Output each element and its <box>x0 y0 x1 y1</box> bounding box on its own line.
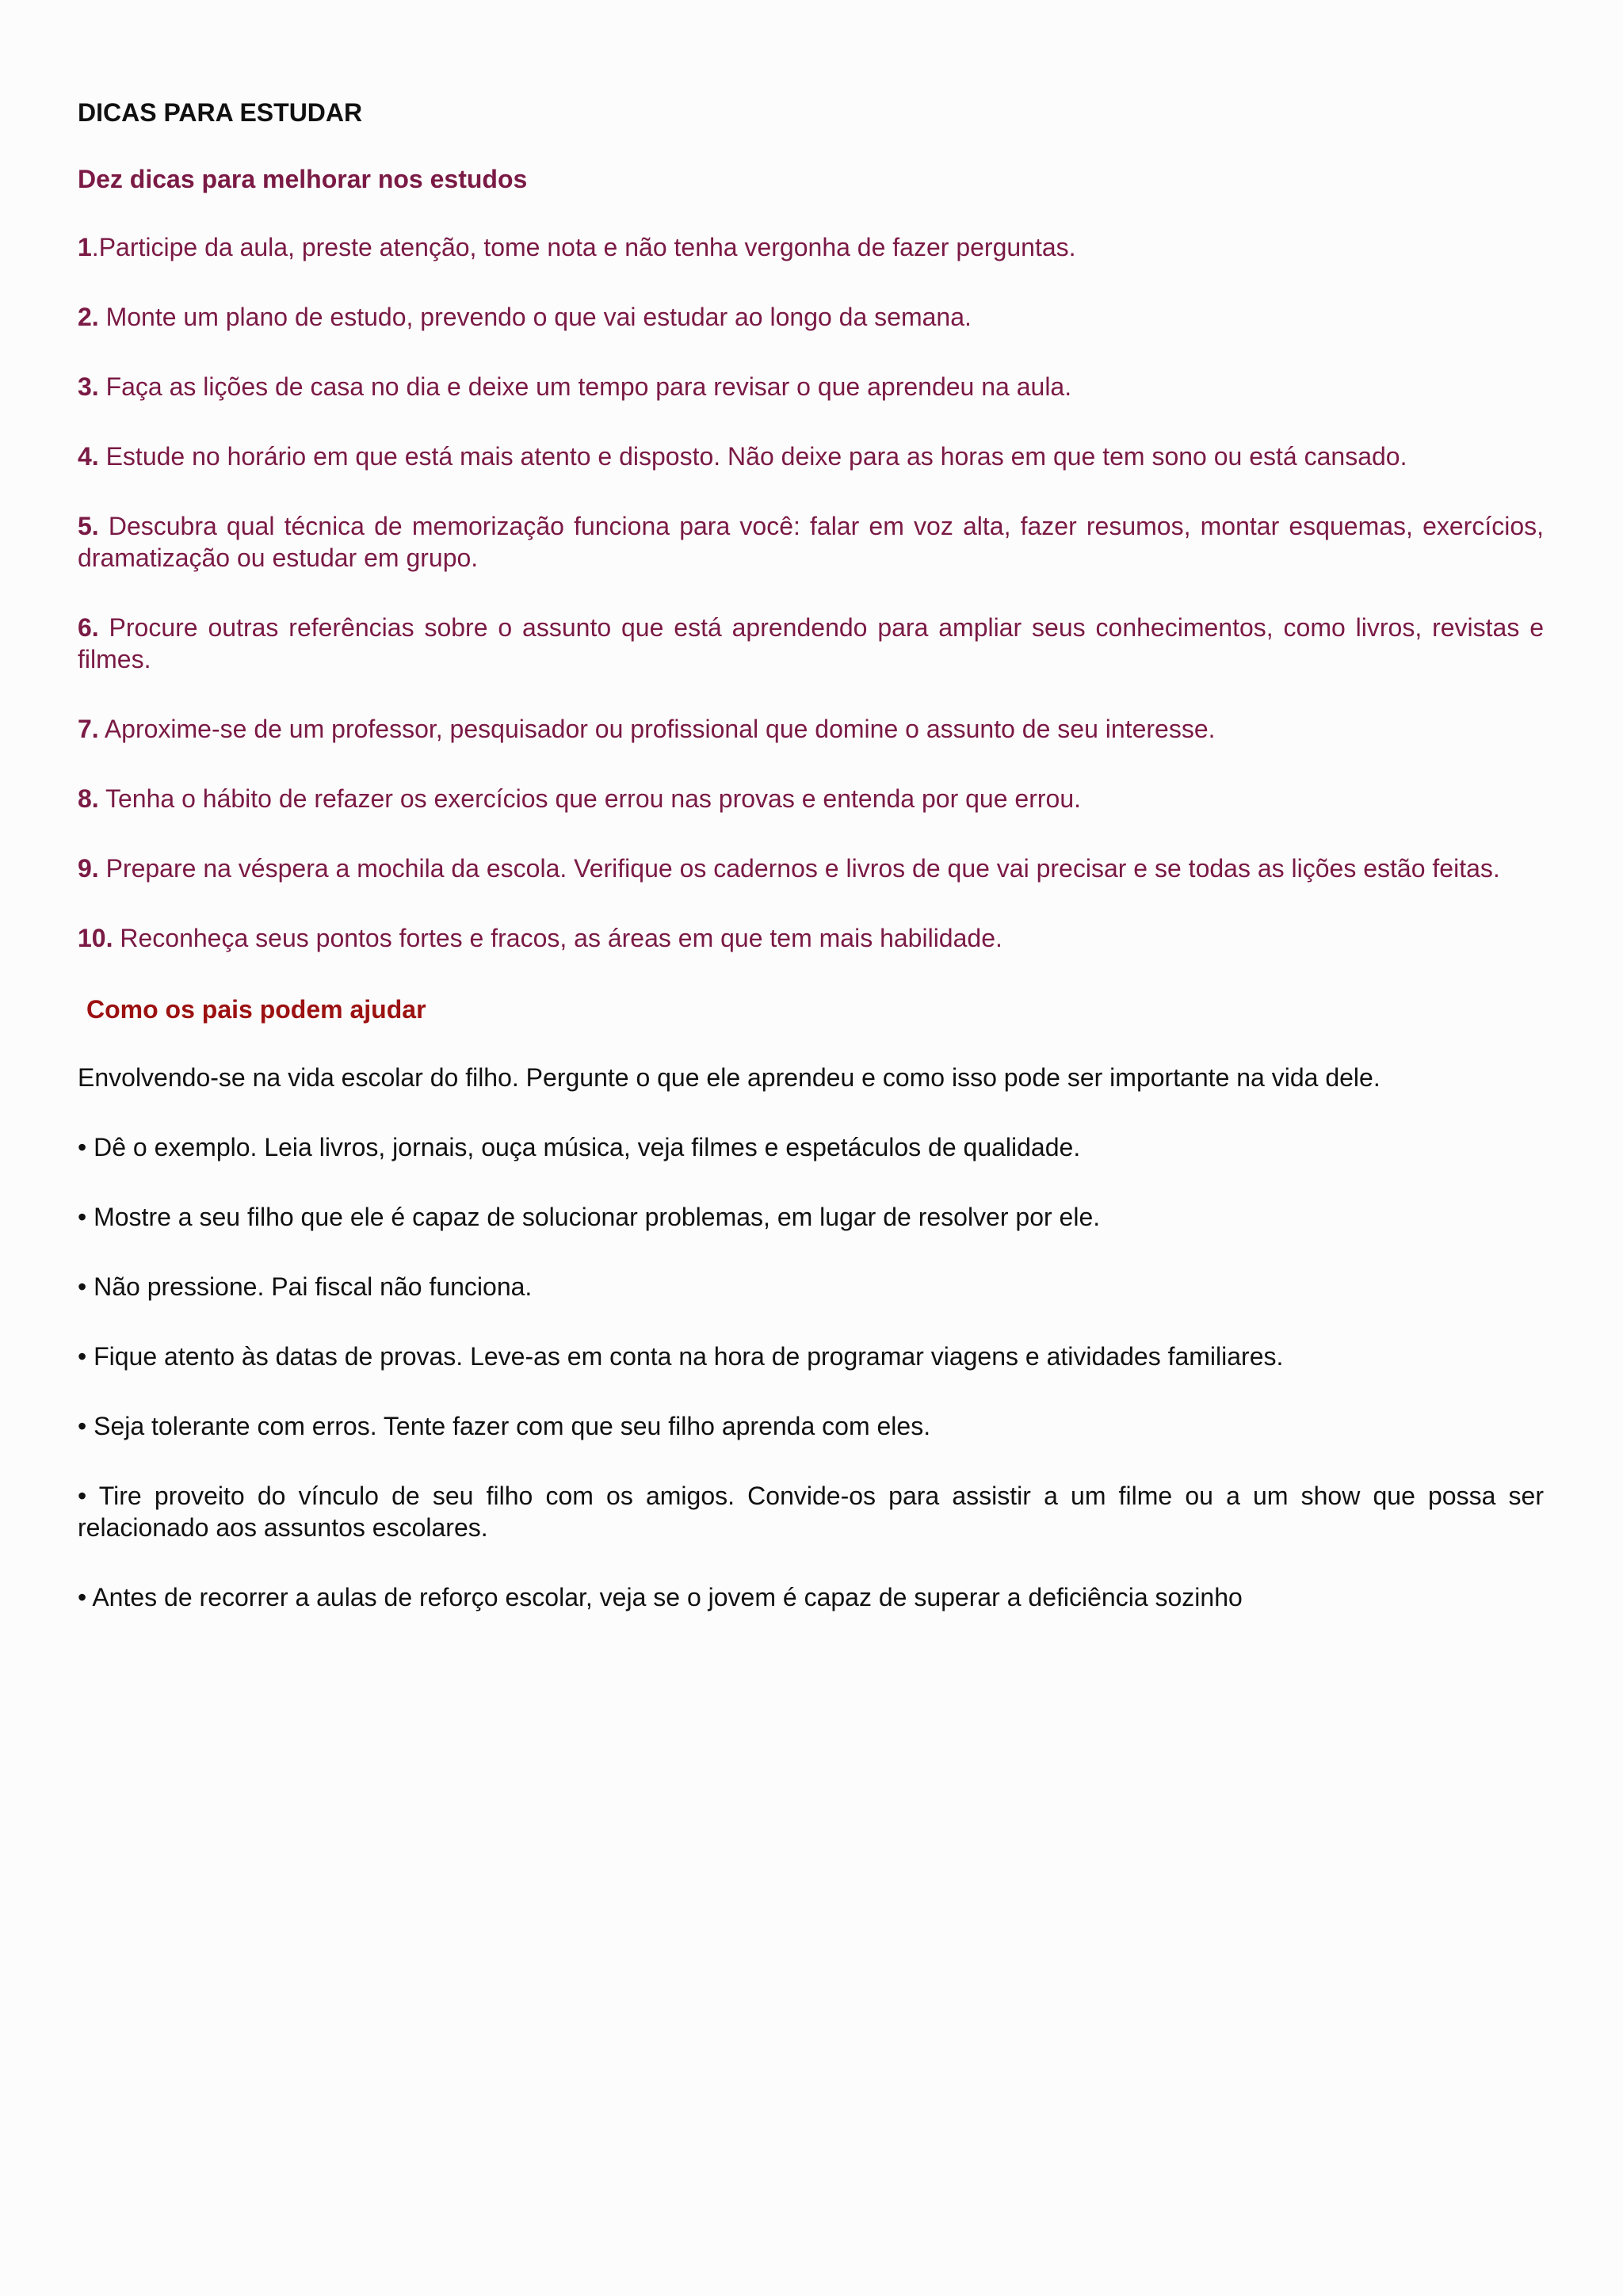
tip-number: 4. <box>78 442 99 471</box>
tip-number: 3. <box>78 372 99 401</box>
tip-text: Monte um plano de estudo, prevendo o que vai estudar ao longo da semana. <box>98 303 972 331</box>
tip-item <box>78 441 1544 472</box>
tip-item <box>78 713 1544 745</box>
parents-bullet-item: • Não pressione. Pai fiscal não funciona. <box>78 1272 533 1301</box>
tip-number: 9. <box>78 854 99 883</box>
tip-number: 6. <box>78 613 99 642</box>
section-title-study-tips: Dez dicas para melhorar nos estudos <box>78 165 528 193</box>
tip-text: Faça as lições de casa no dia e deixe um tempo para revisar o que aprendeu na aula. <box>98 372 1072 401</box>
parents-bullet-item: • Seja tolerante com erros. Tente fazer com que seu filho aprenda com eles. <box>78 1412 931 1440</box>
tip-item <box>78 922 1544 954</box>
tip-item <box>78 301 1544 333</box>
document-title: DICAS PARA ESTUDAR <box>78 98 363 127</box>
tip-number: 10. <box>78 924 113 952</box>
tip-number: 7. <box>78 715 99 743</box>
tip-number: 1 <box>78 233 92 261</box>
tip-item <box>78 852 1544 884</box>
tip-text: Reconheça seus pontos fortes e fracos, as áreas em que tem mais habilidade. <box>113 924 1002 952</box>
tip-number: 8. <box>78 784 99 813</box>
document-page <box>78 95 1544 1651</box>
parents-bullet-item: • Mostre a seu filho que ele é capaz de solucionar problemas, em lugar de resolver por ele. <box>78 1203 1101 1231</box>
tip-text: .Participe da aula, preste atenção, tome nota e não tenha vergonha de fazer perguntas. <box>91 233 1076 261</box>
parents-intro: Envolvendo-se na vida escolar do filho. Pergunte o que ele aprendeu e como isso pode ser importante na vida dele. <box>78 1063 1381 1092</box>
parents-bullet-item: • Tire proveito do vínculo de seu filho com os amigos. Convide-os para assistir a um filme ou a um show que possa ser relacionado aos assuntos escolares. <box>78 1482 1544 1542</box>
tip-text: Estude no horário em que está mais atento e disposto. Não deixe para as horas em que tem sono ou está cansado. <box>98 442 1407 471</box>
tip-item <box>78 783 1544 814</box>
tip-text: Descubra qual técnica de memorização funciona para você: falar em voz alta, fazer resumos, montar esquemas, exercícios, dramatização ou estudar em grupo. <box>78 512 1544 572</box>
parents-bullet-item: • Fique atento às datas de provas. Leve-as em conta na hora de programar viagens e atividades familiares. <box>78 1342 1284 1371</box>
parents-bullet-item: • Antes de recorrer a aulas de reforço escolar, veja se o jovem é capaz de superar a deficiência sozinho <box>78 1583 1243 1611</box>
tip-number: 5. <box>78 512 99 540</box>
tip-text: Prepare na véspera a mochila da escola. Verifique os cadernos e livros de que vai precisar e se todas as lições estão feitas. <box>98 854 1500 883</box>
tip-item <box>78 510 1544 574</box>
section-title-parents: Como os pais podem ajudar <box>86 995 426 1024</box>
tip-text: Tenha o hábito de refazer os exercícios que errou nas provas e entenda por que errou. <box>98 784 1081 813</box>
tip-item <box>78 371 1544 402</box>
tip-text: Procure outras referências sobre o assunto que está aprendendo para ampliar seus conhecimentos, como livros, revistas e filmes. <box>78 613 1544 673</box>
tip-number: 2. <box>78 303 99 331</box>
tip-item <box>78 612 1544 675</box>
tip-text: Aproxime-se de um professor, pesquisador ou profissional que domine o assunto de seu interesse. <box>98 715 1216 743</box>
tip-item <box>78 231 1544 263</box>
parents-bullet-item: • Dê o exemplo. Leia livros, jornais, ouça música, veja filmes e espetáculos de qualidade. <box>78 1133 1081 1161</box>
